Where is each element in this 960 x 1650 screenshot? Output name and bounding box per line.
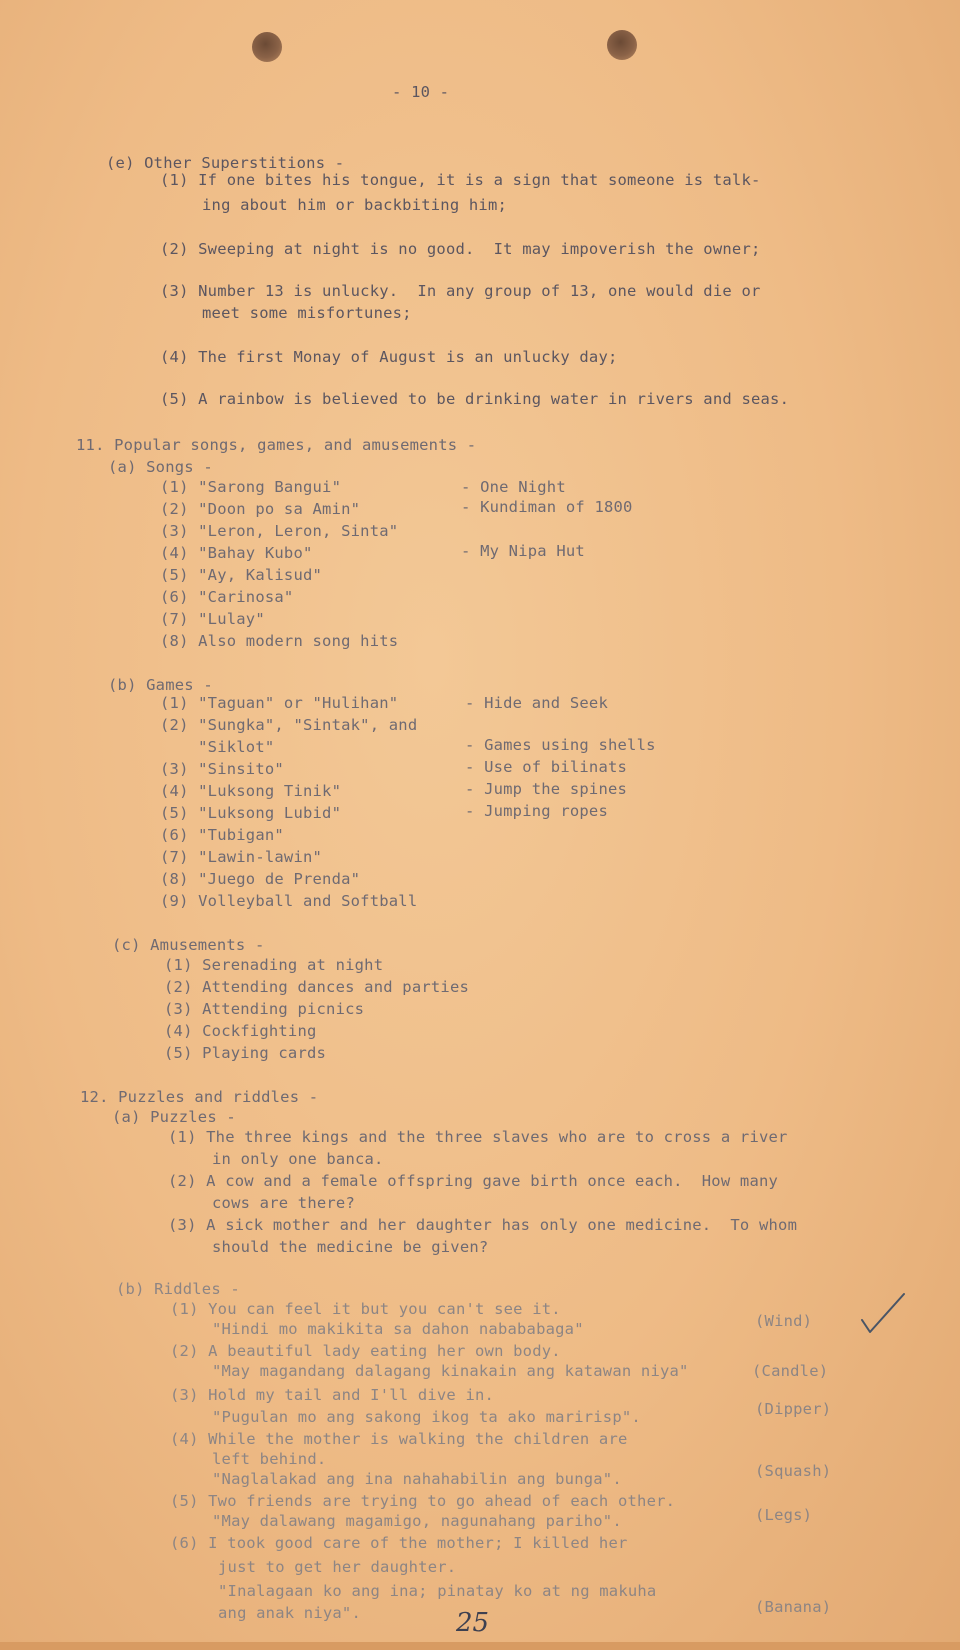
riddle-translation: "Hindi mo makikita sa dahon nabababaga" <box>212 1320 584 1338</box>
riddle-translation-cont: ang anak niya". <box>218 1604 361 1622</box>
riddle-answer: (Candle) <box>752 1362 829 1380</box>
puzzle-item-cont: should the medicine be given? <box>212 1238 489 1256</box>
puzzles-heading: (a) Puzzles - <box>112 1108 236 1126</box>
punch-hole-right <box>607 30 637 60</box>
games-heading: (b) Games - <box>108 676 213 694</box>
amusement-item: (5) Playing cards <box>164 1044 327 1062</box>
game-meaning: - Hide and Seek <box>465 694 608 712</box>
amusements-heading: (c) Amusements - <box>112 936 265 954</box>
game-meaning: - Use of bilinats <box>465 758 628 776</box>
game-item: (1) "Taguan" or "Hulihan" <box>160 694 399 712</box>
section-12-heading: 12. Puzzles and riddles - <box>80 1088 319 1106</box>
song-item: (3) "Leron, Leron, Sinta" <box>160 522 399 540</box>
riddle-item: (4) While the mother is walking the children are <box>170 1430 628 1448</box>
song-meaning: - One Night <box>461 478 566 496</box>
song-item: (6) "Carinosa" <box>160 588 294 606</box>
song-item: (8) Also modern song hits <box>160 632 399 650</box>
riddle-item: (3) Hold my tail and I'll dive in. <box>170 1386 495 1404</box>
puzzle-item: (3) A sick mother and her daughter has only one medicine. To whom <box>168 1216 798 1234</box>
songs-heading: (a) Songs - <box>108 458 213 476</box>
song-item: (7) "Lulay" <box>160 610 265 628</box>
riddle-answer: (Dipper) <box>755 1400 832 1418</box>
superstition-item: (3) Number 13 is unlucky. In any group of 13, one would die or <box>160 282 761 300</box>
superstition-item: (5) A rainbow is believed to be drinking water in rivers and seas. <box>160 390 790 408</box>
riddle-item: (6) I took good care of the mother; I killed her <box>170 1534 628 1552</box>
riddle-translation: "Inalagaan ko ang ina; pinatay ko at ng makuha <box>218 1582 657 1600</box>
game-item: (3) "Sinsito" <box>160 760 284 778</box>
game-item: "Siklot" <box>160 738 275 756</box>
game-item: (8) "Juego de Prenda" <box>160 870 361 888</box>
amusement-item: (1) Serenading at night <box>164 956 384 974</box>
song-item: (4) "Bahay Kubo" <box>160 544 313 562</box>
game-meaning: - Jump the spines <box>465 780 628 798</box>
superstition-item-cont: ing about him or backbiting him; <box>202 196 508 214</box>
song-meaning: - My Nipa Hut <box>461 542 585 560</box>
page-number: - 10 - <box>392 83 450 101</box>
superstition-item: (1) If one bites his tongue, it is a sign that someone is talk- <box>160 171 761 189</box>
amusement-item: (2) Attending dances and parties <box>164 978 470 996</box>
superstition-item: (2) Sweeping at night is no good. It may impoverish the owner; <box>160 240 761 258</box>
section-11-heading: 11. Popular songs, games, and amusements - <box>76 436 477 454</box>
game-item: (9) Volleyball and Softball <box>160 892 418 910</box>
punch-hole-left <box>252 32 282 62</box>
amusement-item: (4) Cockfighting <box>164 1022 317 1040</box>
riddle-item: (5) Two friends are trying to go ahead of each other. <box>170 1492 676 1510</box>
riddle-translation: "Pugulan mo ang sakong ikog ta ako maririsp". <box>212 1408 641 1426</box>
checkmark-icon <box>858 1290 908 1336</box>
handwritten-page-number: 25 <box>456 1608 490 1638</box>
riddle-item-cont: left behind. <box>212 1450 327 1468</box>
game-meaning: - Jumping ropes <box>465 802 608 820</box>
puzzle-item-cont: cows are there? <box>212 1194 355 1212</box>
riddle-translation: "May dalawang magamigo, nagunahang pariho". <box>212 1512 622 1530</box>
riddle-item: (1) You can feel it but you can't see it. <box>170 1300 561 1318</box>
riddle-answer: (Legs) <box>755 1506 813 1524</box>
riddle-answer: (Squash) <box>755 1462 832 1480</box>
riddle-translation: "Naglalakad ang ina nahahabilin ang bunga". <box>212 1470 622 1488</box>
riddle-answer: (Banana) <box>755 1598 832 1616</box>
puzzle-item-cont: in only one banca. <box>212 1150 384 1168</box>
game-item: (6) "Tubigan" <box>160 826 284 844</box>
page-bottom-edge <box>0 1642 960 1650</box>
song-item: (5) "Ay, Kalisud" <box>160 566 323 584</box>
puzzle-item: (2) A cow and a female offspring gave birth once each. How many <box>168 1172 779 1190</box>
riddles-heading: (b) Riddles - <box>116 1280 240 1298</box>
song-meaning: - Kundiman of 1800 <box>461 498 633 516</box>
song-item: (2) "Doon po sa Amin" <box>160 500 361 518</box>
game-item: (2) "Sungka", "Sintak", and <box>160 716 418 734</box>
game-meaning: - Games using shells <box>465 736 656 754</box>
puzzle-item: (1) The three kings and the three slaves who are to cross a river <box>168 1128 788 1146</box>
superstition-item: (4) The first Monay of August is an unlucky day; <box>160 348 618 366</box>
riddle-item: (2) A beautiful lady eating her own body. <box>170 1342 561 1360</box>
game-item: (4) "Luksong Tinik" <box>160 782 342 800</box>
section-e-heading: (e) Other Superstitions - <box>106 154 345 172</box>
game-item: (5) "Luksong Lubid" <box>160 804 342 822</box>
game-item: (7) "Lawin-lawin" <box>160 848 323 866</box>
riddle-answer: (Wind) <box>755 1312 813 1330</box>
riddle-item-cont: just to get her daughter. <box>218 1558 457 1576</box>
riddle-translation: "May magandang dalagang kinakain ang katawan niya" <box>212 1362 689 1380</box>
amusement-item: (3) Attending picnics <box>164 1000 365 1018</box>
song-item: (1) "Sarong Bangui" <box>160 478 342 496</box>
superstition-item-cont: meet some misfortunes; <box>202 304 412 322</box>
